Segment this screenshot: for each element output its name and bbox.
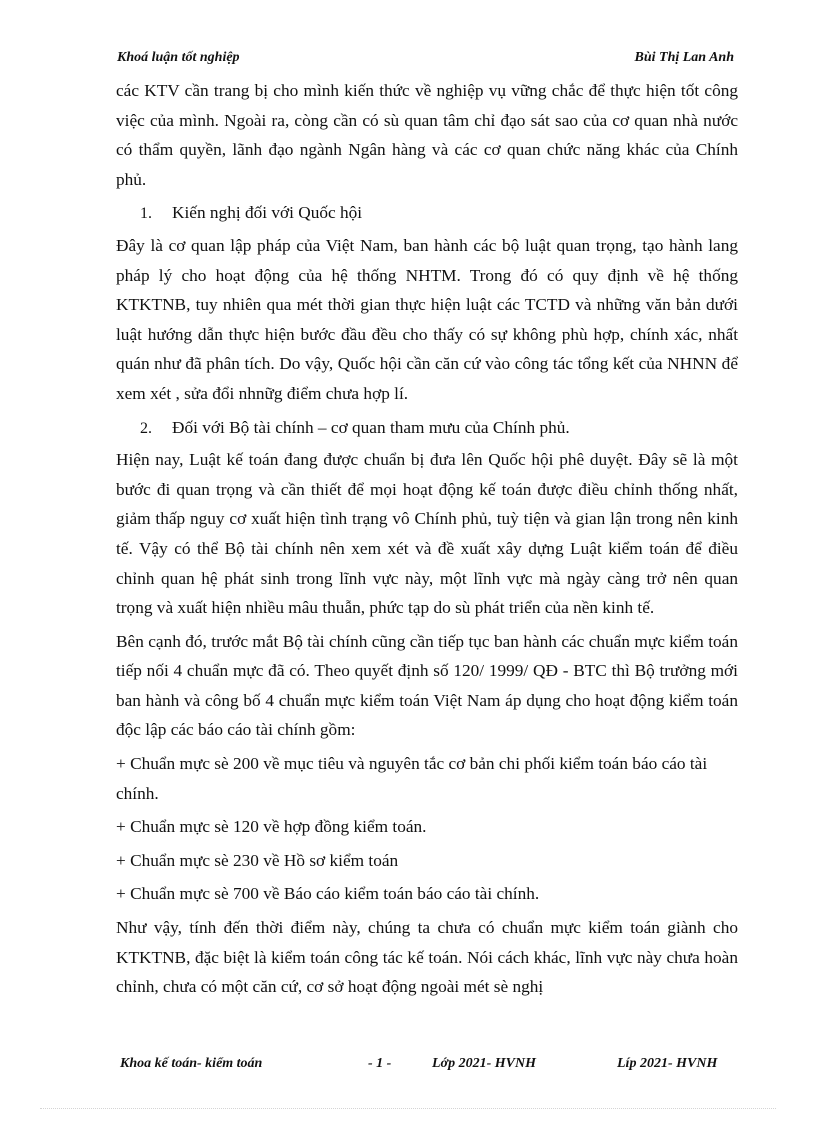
paragraph-chuan-muc: Bên cạnh đó, trước mắt Bộ tài chính cũng cần tiếp tục ban hành các chuẩn mực kiểm toán tiếp nối 4 chuẩn mực đã có. Theo quyết định số 120/ 1999/ QĐ - BTC thì Bộ trưởng mới ban hành và công bố 4 chuẩn mực kiểm toán Việt Nam áp dụng cho hoạt động kiểm toán độc lập các báo cáo tài chính gồm: — [116, 631, 738, 740]
section-heading-1 — [116, 198, 738, 229]
paragraph-conclusion: Như vậy, tính đến thời điểm này, chúng ta chưa có chuẩn mực kiểm toán giành cho KTKTNB, đặc biệt là kiểm toán công tác kế toán. Nói cách khác, lĩnh vực này chưa hoàn chỉnh, chưa có một căn cứ, cơ sở hoạt động ngoài mét sè nghị — [116, 918, 738, 997]
paragraph-intro: các KTV cần trang bị cho mình kiến thức về nghiệp vụ vững chắc để thực hiện tốt công việc của mình. Ngoài ra, còng cần có sù quan tâm chỉ đạo sát sao của cơ quan nhà nước có thẩm quyền, lãnh đạo ngành Ngân hàng và các cơ quan chức năng khác của Chính phủ. — [116, 81, 738, 189]
section-title-2: Đối với Bộ tài chính – cơ quan tham mưu của Chính phủ. — [172, 417, 570, 437]
footer-class-alt: Líp 2021- HVNH — [617, 1056, 718, 1071]
page-footer — [120, 1056, 734, 1078]
list-item: + Chuẩn mực sè 230 về Hồ sơ kiểm toán — [116, 850, 399, 870]
header-author: Bùi Thị Lan Anh — [634, 50, 734, 65]
page-number: - 1 - — [368, 1056, 392, 1071]
header-title: Khoá luận tốt nghiệp — [117, 50, 240, 65]
paragraph-bo-tai-chinh: Hiện nay, Luật kế toán đang được chuẩn bị đưa lên Quốc hội phê duyệt. Đây sẽ là một bước đi quan trọng và cần thiết để mọi hoạt động kế toán được điều chỉnh thống nhất, giảm thấp nguy cơ xuất hiện tình trạng vô Chính phủ, tuỳ tiện và gian lận trong nên kinh tế. Vậy có thể Bộ tài chính nên xem xét và đề xuất xây dựng Luật kiểm toán để điều chỉnh quan hệ phát sinh trong lĩnh vực này, một lĩnh vực mà ngày càng trở nên quan trọng và xuất hiện nhiều mâu thuẫn, phức tạp do sù phát triển của nền kinh tế. — [116, 450, 738, 618]
page-boundary — [40, 1108, 776, 1109]
section-number-1: 1. — [140, 205, 152, 223]
page-header — [117, 50, 734, 72]
footer-class: Lớp 2021- HVNH — [432, 1056, 536, 1071]
section-heading-2 — [116, 413, 738, 444]
paragraph-quoc-hoi: Đây là cơ quan lập pháp của Việt Nam, ban hành các bộ luật quan trọng, tạo hành lang pháp lý cho hoạt động của hệ thống NHTM. Trong đó có quy định về hệ thống KTKTNB, tuy nhiên qua mét thời gian thực hiện luật các TCTD và những văn bản dưới luật hướng dẫn thực hiện bước đầu đều cho thấy có sự không phù hợp, chính xác, nhất quán như đã phân tích. Do vậy, Quốc hội cần căn cứ vào công tác tổng kết của NHNN để xem xét , sửa đổi nhnữg điểm chưa hợp lí. — [116, 235, 738, 403]
section-number-2: 2. — [140, 419, 152, 437]
document-body — [116, 76, 738, 1006]
list-item: + Chuẩn mực sè 200 về mục tiêu và nguyên tắc cơ bản chi phối kiểm toán báo cáo tài chính. — [116, 754, 708, 803]
list-item: + Chuẩn mực sè 120 về hợp đồng kiểm toán. — [116, 817, 427, 837]
list-item: + Chuẩn mực sè 700 về Báo cáo kiểm toán báo cáo tài chính. — [116, 884, 540, 904]
footer-department: Khoa kế toán- kiểm toán — [120, 1056, 263, 1071]
section-title-1: Kiến nghị đối với Quốc hội — [172, 203, 363, 223]
